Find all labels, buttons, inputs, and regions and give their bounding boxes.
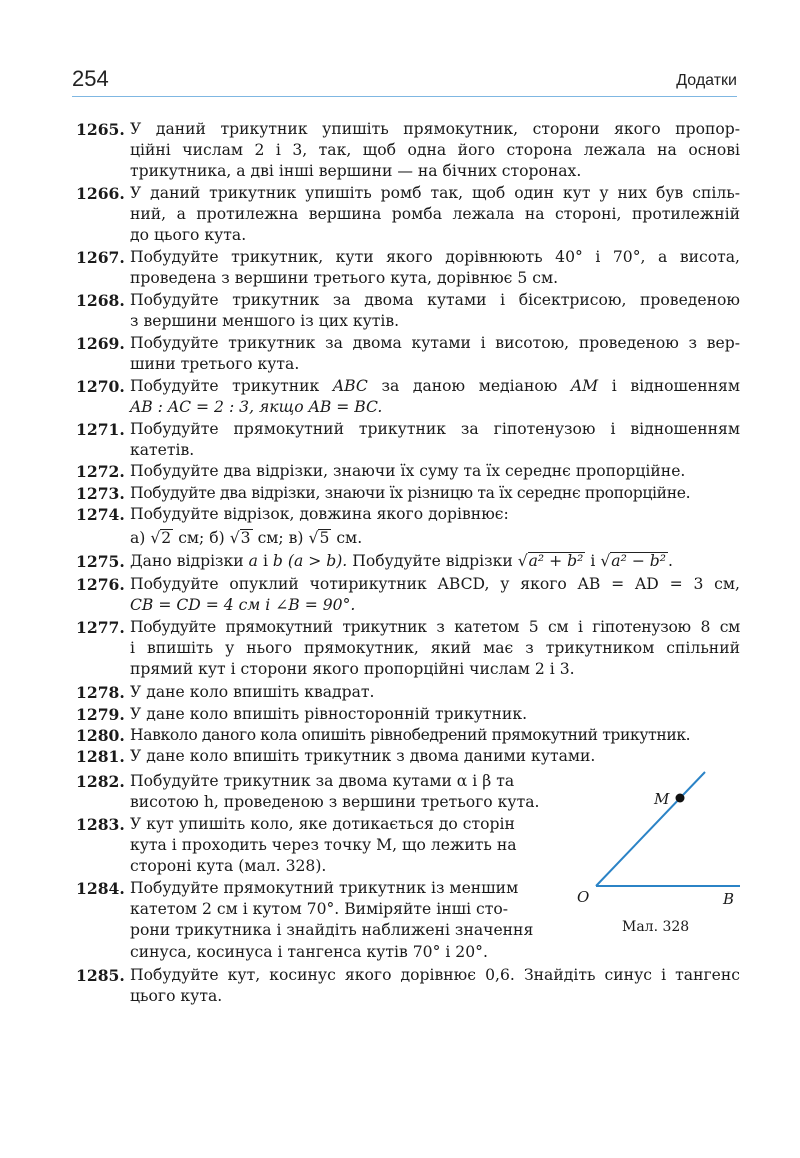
problem-number: 1278. (76, 683, 125, 702)
problem-line: Дано відрізки a і b (a > b). Побудуйте відрізки √a² + b² і √a² − b² . (130, 551, 740, 572)
text: Побудуйте відрізки (352, 552, 513, 570)
sqrt-expression: √3 (229, 529, 251, 548)
problem-number: 1279. (76, 705, 125, 724)
math-var: b (272, 552, 283, 570)
text: Побудуйте трикутник (130, 377, 320, 395)
problem-line: Побудуйте прямокутний трикутник із меншим (130, 879, 519, 897)
problem-line: Навколо даного кола опишіть рівнобедрений прямокутний трикутник. (130, 726, 691, 744)
unit: см. (336, 529, 363, 548)
math-var: AM (570, 377, 599, 395)
label-m: M (654, 790, 670, 808)
problem-line: і впишіть у нього прямокутник, який має з трикутником спільний (130, 639, 740, 658)
sqrt-expression: √a² − b² (600, 552, 667, 570)
math-condition: (a > b). (287, 552, 348, 570)
problem-line: Побудуйте два відрізки, знаючи їх різницю та їх середнє пропорційне. (130, 484, 691, 502)
problem-line: У дане коло впишіть квадрат. (130, 683, 375, 701)
sqrt-expression: √a² + b² (517, 552, 584, 570)
problem-line: У кут упишіть коло, яке дотикається до сторін (130, 815, 515, 833)
math-var: a (248, 552, 258, 570)
radicand: a² + b² (528, 552, 584, 570)
problem-line: трикутника, а дві інші вершини — на бічних сторонах. (130, 162, 582, 181)
label-b: B (723, 890, 735, 908)
option-label: б) (209, 529, 225, 548)
problem-number: 1270. (76, 377, 125, 396)
label-o: O (577, 888, 590, 906)
problem-line: рони трикутника і знайдіть наближені значення (130, 921, 534, 940)
problem-line: синуса, косинуса і тангенса кутів 70° і 20°. (130, 942, 488, 961)
unit: см; (178, 529, 205, 548)
problem-number: 1285. (76, 966, 125, 985)
problem-number: 1282. (76, 772, 125, 791)
problem-line: стороні кута (мал. 328). (130, 857, 327, 876)
problem-number: 1276. (76, 575, 125, 594)
problem-options (130, 528, 740, 549)
radicand: 2 (161, 529, 172, 548)
problem-line: ційні числам 2 і 3, так, щоб одна його сторона лежала на основі (130, 141, 740, 160)
problem-number: 1277. (76, 618, 125, 637)
figure-328 (560, 760, 750, 945)
problem-line: Побудуйте прямокутний трикутник за гіпотенузою і відношенням (130, 420, 740, 438)
problem-number: 1284. (76, 879, 125, 898)
problem-line: У даний трикутник упишіть ромб так, щоб один кут у них був спіль- (130, 184, 740, 202)
problem-number: 1271. (76, 420, 125, 439)
text: і (262, 552, 268, 570)
problem-number: 1273. (76, 484, 125, 503)
problem-line: до цього кута. (130, 226, 247, 245)
problem-line: AB : AC = 2 : 3, якщо AB = BC. (130, 398, 383, 417)
problem-line: з вершини меншого із цих кутів. (130, 312, 400, 331)
text: і (590, 552, 596, 570)
math-var: ABC (332, 377, 368, 395)
figure-caption: Мал. 328 (622, 919, 690, 935)
sqrt-expression: √2 (150, 529, 172, 548)
problem-number: 1268. (76, 291, 125, 310)
radicand: 5 (319, 529, 330, 548)
problem-line: висотою h, проведеною з вершини третього кута. (130, 793, 540, 812)
problem-line: Побудуйте трикутник за двома кутами і висотою, проведеною з вер- (130, 334, 740, 352)
text: Дано відрізки (130, 552, 244, 570)
problem-line: CB = CD = 4 см і ∠B = 90°. (130, 596, 356, 615)
problem-line: кута і проходить через точку M, що лежить на (130, 836, 517, 855)
problem-line: ний, а протилежна вершина ромба лежала на стороні, протилежній (130, 205, 740, 224)
problem-number: 1275. (76, 552, 125, 571)
point-m (676, 794, 685, 803)
radicand: a² − b² (611, 552, 667, 570)
option-label: в) (288, 529, 304, 548)
problem-number: 1281. (76, 747, 125, 766)
problem-number: 1269. (76, 334, 125, 353)
radicand: 3 (240, 529, 251, 548)
problem-line: цього кута. (130, 987, 223, 1006)
page-header (72, 64, 737, 97)
text: за даною медіаною (381, 377, 558, 395)
problem-line: катетів. (130, 441, 195, 460)
problem-number: 1265. (76, 120, 125, 139)
problem-line: прямий кут і сторони якого пропорційні числам 2 і 3. (130, 660, 575, 679)
problem-number: 1267. (76, 248, 125, 267)
problem-line: У дане коло впишіть рівносторонній трикутник. (130, 705, 528, 723)
problem-number: 1283. (76, 815, 125, 834)
problem-number: 1272. (76, 462, 125, 481)
problem-line: Побудуйте прямокутний трикутник з катетом 5 см і гіпотенузою 8 см (130, 618, 740, 636)
problem-line: Побудуйте два відрізки, знаючи їх суму та їх середнє пропорційне. (130, 462, 686, 480)
section-title: Додатки (676, 72, 737, 89)
ray-om (596, 772, 705, 886)
option-label: а) (130, 529, 146, 548)
problem-line: Побудуйте трикутник за двома кутами α і β та (130, 772, 515, 790)
problem-line: У даний трикутник упишіть прямокутник, сторони якого пропор- (130, 120, 740, 138)
problem-number: 1266. (76, 184, 125, 203)
problem-line: Побудуйте кут, косинус якого дорівнює 0,6. Знайдіть синус і тангенс (130, 966, 740, 984)
problem-line: шини третього кута. (130, 355, 300, 374)
problem-line: Побудуйте опуклий чотирикутник ABCD, у якого AB = AD = 3 см, (130, 575, 740, 593)
problem-line: Побудуйте відрізок, довжина якого дорівнює: (130, 505, 509, 523)
sqrt-expression: √5 (308, 529, 330, 548)
problem-number: 1280. (76, 726, 125, 745)
problem-line: Побудуйте трикутник за двома кутами і бісектрисою, проведеною (130, 291, 740, 309)
problem-line (130, 376, 740, 397)
unit: см; (257, 529, 284, 548)
problem-line: проведена з вершини третього кута, дорівнює 5 см. (130, 269, 559, 288)
problem-line: У дане коло впишіть трикутник з двома даними кутами. (130, 747, 596, 765)
problem-line: Побудуйте трикутник, кути якого дорівнюють 40° і 70°, а висота, (130, 248, 740, 266)
page-number: 254 (72, 66, 109, 91)
text: і відношенням (611, 377, 740, 395)
problem-line: катетом 2 см і кутом 70°. Виміряйте інші сто- (130, 900, 509, 919)
problem-number: 1274. (76, 505, 125, 524)
